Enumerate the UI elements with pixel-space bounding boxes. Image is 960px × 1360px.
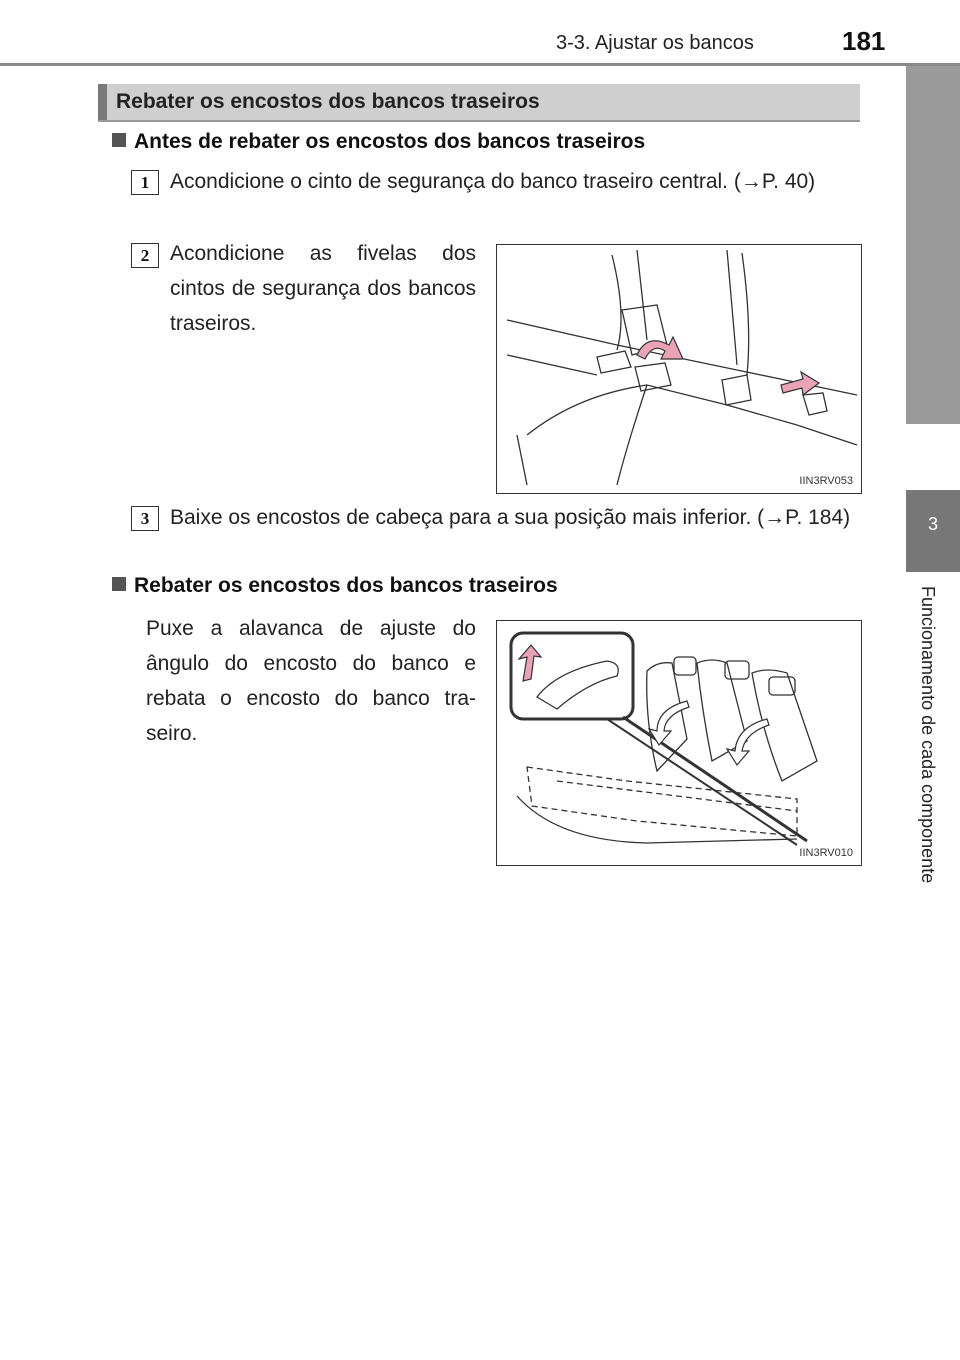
running-header-section: 3-3. Ajustar os bancos <box>556 32 754 54</box>
seatbelt-buckles-illustration <box>497 245 861 493</box>
arrow-rotate-icon <box>637 337 683 359</box>
figure-seatbelt-buckles <box>496 244 862 494</box>
step-1-text: Acondicione o cinto de segurança do banco traseiro central. (→P. 40) <box>170 170 816 193</box>
subsection-heading-text: Rebater os encostos dos bancos traseiros <box>134 574 558 597</box>
figure-fold-seatback <box>496 620 862 866</box>
arrow-fold-down-icon <box>649 701 689 745</box>
fold-seatback-illustration <box>497 621 861 865</box>
subsection-heading-before <box>112 130 645 154</box>
square-bullet-icon <box>112 133 126 147</box>
arrow-right-icon <box>781 372 819 395</box>
square-bullet-icon <box>112 577 126 591</box>
fold-instruction-text: Puxe a alavanca de ajuste do ângulo do encosto do banco e rebata o encosto do banco tra-seiro. <box>146 617 476 745</box>
step-3-text: Baixe os encostos de cabeça para a sua posição mais inferior. (→P. 184) <box>170 506 851 529</box>
subsection-heading-text: Antes de rebater os encostos dos bancos traseiros <box>134 130 646 153</box>
chapter-side-tab <box>906 66 960 1360</box>
step-number-3: 3 <box>131 506 159 531</box>
chapter-title: Funcionamento de cada componente <box>918 586 938 884</box>
figure-code: IIN3RV053 <box>799 475 853 487</box>
arrow-lever-up-icon <box>519 645 541 681</box>
section-title-bar <box>98 84 860 122</box>
subsection-heading-fold <box>112 574 558 598</box>
section-title: Rebater os encostos dos bancos traseiros <box>116 90 540 113</box>
arrow-fold-down-icon <box>727 719 769 765</box>
page-number: 181 <box>842 26 886 56</box>
header-rule <box>0 63 960 66</box>
section-title-stripe <box>98 84 107 120</box>
step-2-text: Acondicione as fivelas dos cintos de segurança dos bancos traseiros. <box>170 242 476 335</box>
step-number-1: 1 <box>131 170 159 195</box>
chapter-number: 3 <box>927 514 938 534</box>
side-tab-bar <box>906 66 960 424</box>
step-number-2: 2 <box>131 243 159 268</box>
figure-code: IIN3RV010 <box>799 847 853 859</box>
